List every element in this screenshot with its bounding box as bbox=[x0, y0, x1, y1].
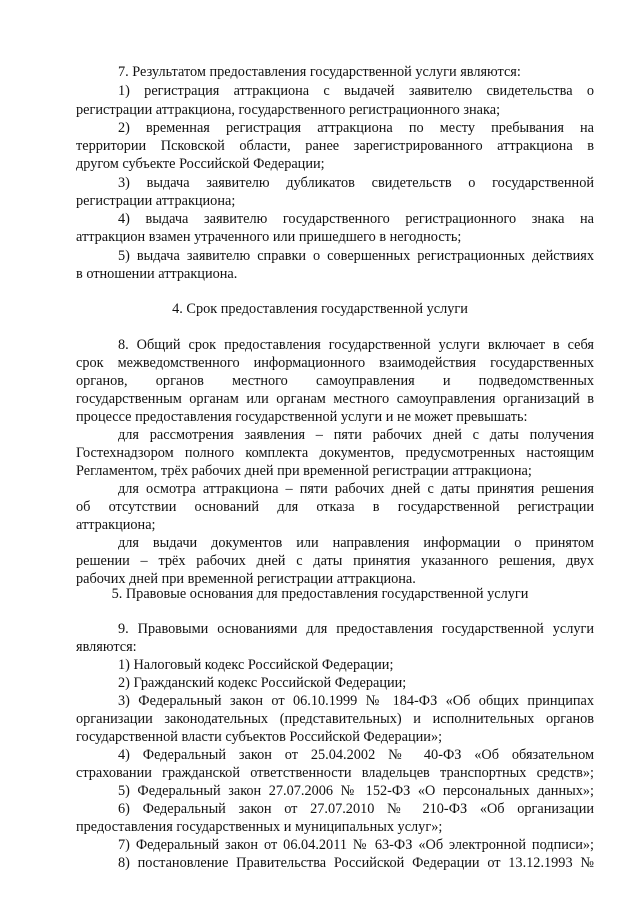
text-line: являются: bbox=[76, 639, 137, 655]
text-line: органов, органов местного самоуправления и подведомственных bbox=[76, 373, 594, 389]
text-line: государственным органам или органам местного самоуправления организаций в bbox=[76, 391, 594, 407]
text-line: 1) регистрация аттракциона с выдачей заявителю свидетельства о bbox=[118, 83, 594, 99]
text-line: процессе предоставления государственной услуги и не может превышать: bbox=[76, 409, 528, 425]
text-line: регистрации аттракциона; bbox=[76, 193, 236, 209]
text-line: 6) Федеральный закон от 27.07.2010 № 210-ФЗ «Об организации bbox=[118, 801, 594, 817]
paragraph-7-heading-line: 7. Результатом предоставления государственной услуги являются: bbox=[118, 64, 521, 80]
text-line: 5) Федеральный закон 27.07.2006 № 152-ФЗ «О персональных данных»; bbox=[118, 783, 594, 799]
text-line: 3) Федеральный закон от 06.10.1999 № 184-ФЗ «Об общих принципах bbox=[118, 693, 594, 709]
text-line: в отношении аттракциона. bbox=[76, 266, 238, 282]
text-line: 4) Федеральный закон от 25.04.2002 № 40-ФЗ «Об обязательном bbox=[118, 747, 594, 763]
text-line: об отсутствии оснований для отказа в государственной регистрации bbox=[76, 499, 594, 515]
section-5-heading: 5. Правовые основания для предоставления государственной услуги bbox=[111, 586, 529, 602]
text-line: регистрации аттракциона, государственного регистрационного знака; bbox=[76, 102, 501, 118]
section-4-heading: 4. Срок предоставления государственной услуги bbox=[172, 301, 468, 317]
text-line: государственной власти субъектов Российской Федерации»; bbox=[76, 729, 443, 745]
text-line: для осмотра аттракциона – пяти рабочих дней с даты принятия решения bbox=[118, 481, 594, 497]
text-line: 3) выдача заявителю дубликатов свидетельств о государственной bbox=[118, 175, 594, 191]
text-line: 9. Правовыми основаниями для предоставления государственной услуги bbox=[118, 621, 594, 637]
text-line: 1) Налоговый кодекс Российской Федерации; bbox=[118, 657, 394, 673]
text-line: Гостехнадзором полного комплекта документов, предусмотренных настоящим bbox=[76, 445, 594, 461]
text-line: 2) временная регистрация аттракциона по месту пребывания на bbox=[118, 120, 594, 136]
text-line: аттракцион взамен утраченного или пришедшего в негодность; bbox=[76, 229, 462, 245]
text-line: 2) Гражданский кодекс Российской Федерации; bbox=[118, 675, 407, 691]
text-line: 7) Федеральный закон от 06.04.2011 № 63-ФЗ «Об электронной подписи»; bbox=[118, 837, 594, 853]
text-line: другом субъекте Российской Федерации; bbox=[76, 156, 325, 172]
text-line: 8) постановление Правительства Российской Федерации от 13.12.1993 № bbox=[118, 855, 594, 871]
text-line: 4) выдача заявителю государственного регистрационного знака на bbox=[118, 211, 594, 227]
text-line: страховании гражданской ответственности владельцев транспортных средств»; bbox=[76, 765, 594, 781]
text-line: Регламентом, трёх рабочих дней при временной регистрации аттракциона; bbox=[76, 463, 532, 479]
text-line: аттракциона; bbox=[76, 517, 156, 533]
text-line: территории Псковской области, ранее зарегистрированного аттракциона в bbox=[76, 138, 594, 154]
text-line: 8. Общий срок предоставления государственной услуги включает в себя bbox=[118, 337, 594, 353]
text-line: организации законодательных (представительных) и исполнительных органов bbox=[76, 711, 594, 727]
text-line: рабочих дней при временной регистрации аттракциона. bbox=[76, 571, 416, 587]
text-line: срок межведомственного информационного взаимодействия государственных bbox=[76, 355, 594, 371]
text-line: 5) выдача заявителю справки о совершенных регистрационных действиях bbox=[118, 248, 594, 264]
text-line: решении – трёх рабочих дней с даты принятия указанного решения, двух bbox=[76, 553, 594, 569]
text-line: для выдачи документов или направления информации о принятом bbox=[118, 535, 594, 551]
text-line: для рассмотрения заявления – пяти рабочих дней с даты получения bbox=[118, 427, 594, 443]
text-line: предоставления государственных и муниципальных услуг»; bbox=[76, 819, 443, 835]
